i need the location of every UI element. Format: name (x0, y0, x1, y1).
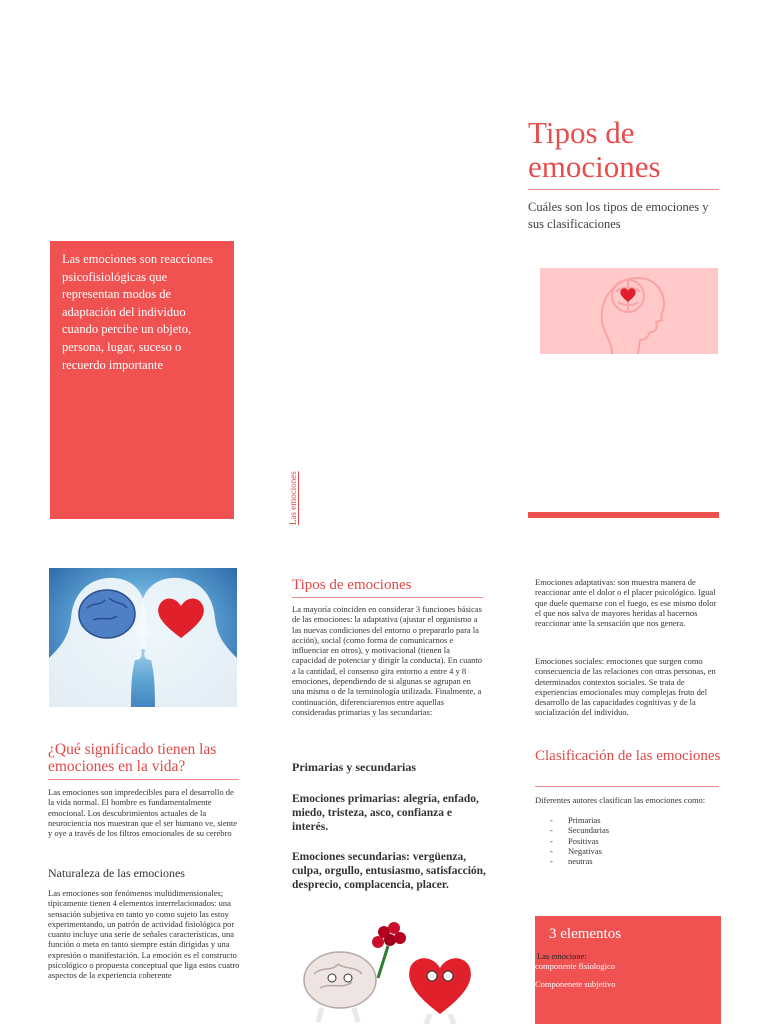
brain-gives-roses-to-heart-icon (292, 918, 482, 1024)
intro-panel (50, 241, 234, 519)
types-text: La mayoría coinciden en considerar 3 funciones básicas de las emociones: la adaptativa (ajustar el organismo a las nuevas condiciones del entorno o prepararlo para la acción), social (como forma de comunicarnos e influenciar en otros), y motivacional (tienen la capacidad de potenciar y dirigir la conducta). En cuanto a la cantidad, el consenso gira entorno a entre 4 y 8 emociones, dependiendo de si algunas se agrupan en una misma o de la terminología utilizada. Finalmente, a continuación, diferenciaremos entre aquellas consideradas primarias y las secundarias: (292, 604, 482, 717)
meaning-text: Las emociones son impredecibles para el desarrollo de la vida normal. El hombre es fundamentalmente emocional. Los descubrimientos actuales de la neurociencia nos muestran que el ser humano ve, siente y oye a través de los filtros emocionales de su cerebro (48, 787, 238, 839)
brain-heart-profile-image (540, 268, 718, 354)
nature-heading: Naturaleza de las emociones (48, 866, 185, 880)
brain-heart-cartoon-image (292, 918, 482, 1024)
list-item: - Secundarias (550, 825, 609, 835)
list-item: - neutras (550, 856, 609, 866)
meaning-divider (48, 779, 239, 780)
primary-emotions-text: Emociones primarias: alegría, enfado, miedo, tristeza, asco, confianza e interés. (292, 793, 479, 833)
cover-title: Tipos de emociones (528, 115, 661, 184)
elements-item-physiological: componente fisiologico (535, 961, 616, 971)
meaning-heading: ¿Qué significado tienen las emociones en la vida? (48, 741, 217, 775)
classification-list (550, 815, 609, 866)
cover-subtitle: Cuáles son los tipos de emociones y sus clasificaciones (528, 200, 709, 231)
brain-and-heart-heads-image (49, 568, 237, 707)
intro-text: Las emociones son reacciones psicofisiológicas que representan modos de adaptación del individuo cuando percibe un objeto, persona, lugar, suceso o recuerdo importante (62, 252, 213, 372)
secondary-emotions-text: Emociones secundarias: vergüenza, culpa, orgullo, entusiasmo, satisfacción, desprecio, complacencia, placer. (292, 851, 486, 891)
head-profile-icon (540, 268, 718, 354)
types-heading: Tipos de emociones (292, 577, 412, 593)
elements-heading: 3 elementos (549, 926, 622, 942)
adaptive-emotions-text: Emociones adaptativas: son muestra manera de reaccionar ante el dolor o el placer psicológico. Igual que duele quemarse con el fuego, es ese mismo dolor el que nos salva de mayores heridas al hacernos reaccionar ante la sensación que nos genera. (535, 577, 717, 629)
classification-heading: Clasificación de las emociones (535, 748, 721, 764)
brain-heart-illustration-icon (49, 568, 237, 707)
vertical-section-label[interactable]: Las emociones (288, 471, 298, 525)
types-divider (292, 597, 483, 598)
list-item: - Primarias (550, 815, 609, 825)
classification-divider (535, 786, 719, 787)
list-item: - Negativas (550, 846, 609, 856)
nature-text: Las emociones son fenómenos multidimensionales; típicamente tienen 4 elementos interrelacionados: una sensación subjetiva en tanto yo como sujeto las estoy experimentando, un patrón de actividad fisiológica por cuanto incluye una serie de señales características, una función o meta en tanto siempre están dirigidas y una expresión o manifestación. La emoción es el constructo psicológico o propuesta conceptual que liga estos cuatro aspectos de la experiencia coherente (48, 888, 240, 981)
elements-panel (535, 916, 721, 1024)
list-item: - Positivas (550, 836, 609, 846)
primary-secondary-heading: Primarias y secundarias (292, 760, 416, 774)
elements-label: Las emocione: (537, 951, 587, 961)
cover-bottom-bar (528, 512, 719, 518)
elements-item-subjective: Componenete subjetivo (535, 979, 616, 989)
cover-title-divider (528, 189, 719, 190)
classification-intro: Diferentes autores clasifican las emociones como: (535, 795, 706, 805)
social-emotions-text: Emociones sociales: emociones que surgen como consecuencia de las relaciones con otras personas, en determinados contextos sociales. Se trata de experiencias emocionales muy complejas fruto del desarrollo de las capacidades cognitivas y de la socialización del individuo. (535, 656, 716, 718)
